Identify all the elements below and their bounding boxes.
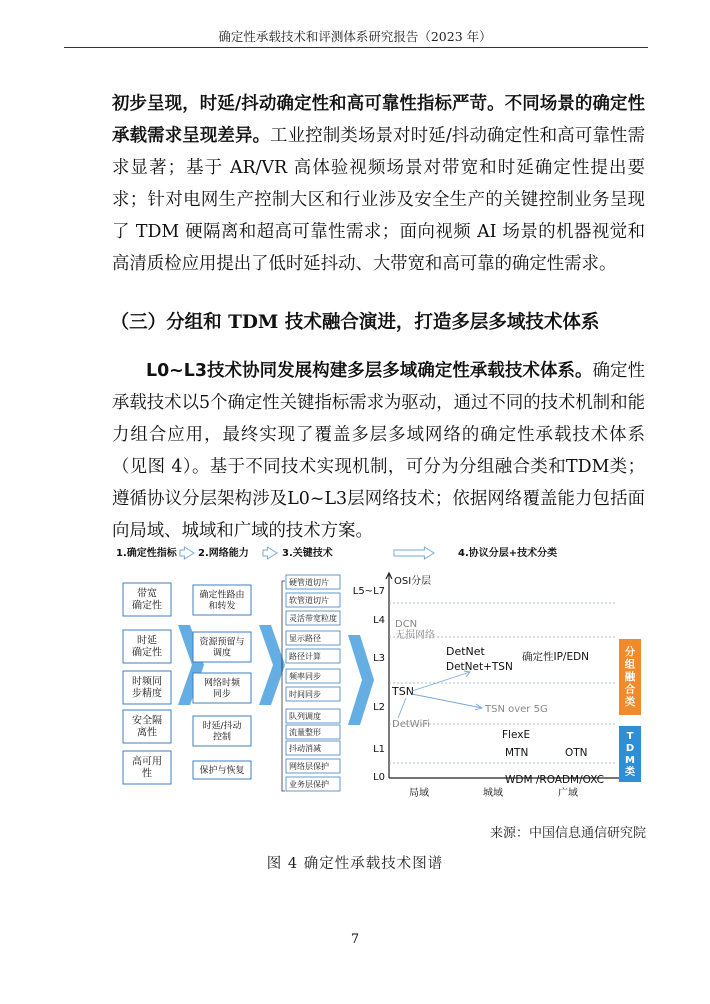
section-heading: （三）分组和 TDM 技术融合演进，打造多层多域技术体系	[110, 312, 600, 333]
technique-label: 流量整形	[289, 728, 321, 737]
tech-dcn: DCN	[395, 619, 418, 630]
technique-label: 网络层保护	[289, 762, 329, 771]
capability-label: 网络时频同步	[203, 678, 241, 699]
technique-label: 时间同步	[289, 690, 321, 699]
indicator-label: 时频同步精度	[132, 676, 162, 700]
page-number: 7	[350, 932, 360, 947]
paragraph-2	[112, 355, 645, 547]
paragraph-2-bold-lead: L0~L3技术协同发展构建多层多域确定性承载技术体系。	[146, 361, 593, 381]
paragraph-1-bold-lead: 初步呈现，时延/抖动确定性和高可靠性指标严苛。不同场景的确定性承载需求呈现差异。	[112, 94, 645, 146]
step-arrow-1	[180, 547, 194, 559]
layer-label: L1	[373, 744, 385, 755]
capability-label: 保护与恢复	[199, 765, 245, 776]
indicator-label: 带宽确定性	[132, 588, 162, 612]
tech-lossless: 无损网络	[395, 630, 435, 641]
step-arrow-3	[394, 547, 434, 559]
tsn-to-detnet-arrow	[412, 672, 470, 691]
paragraph-1	[112, 88, 645, 280]
domain-local: 局域	[409, 788, 429, 799]
tech-flexe: FlexE	[502, 729, 531, 741]
technique-label: 路径计算	[289, 652, 321, 661]
tsn-to-5g-arrow	[412, 694, 482, 708]
capability-label: 确定性路由和转发	[199, 590, 245, 611]
layer-label: L2	[373, 702, 385, 713]
technique-label: 硬管道切片	[289, 578, 329, 587]
step-arrow-2	[263, 547, 277, 559]
layer-label: L4	[373, 615, 385, 626]
tech-detnet: DetNet	[446, 645, 485, 658]
indicator-label: 时延确定性	[132, 635, 162, 659]
technique-label: 显示路径	[289, 634, 321, 643]
tech-map-figure	[112, 545, 647, 813]
tech-mtn: MTN	[505, 747, 529, 759]
tech-otn: OTN	[565, 747, 588, 759]
running-header: 确定性承载技术和评测体系研究报告（2023 年）	[218, 29, 492, 44]
capability-label: 时延/抖动控制	[202, 721, 242, 742]
header-rule	[64, 47, 648, 48]
tsn-to-wifi-arrow	[398, 698, 406, 718]
tech-tsn: TSN	[392, 685, 414, 698]
tech-detwifi: DetWiFi	[392, 719, 431, 730]
technique-label: 频率同步	[289, 672, 321, 681]
indicator-label: 高可用性	[132, 756, 162, 780]
technique-label: 队列调度	[289, 712, 321, 721]
tech-ip-edn: 确定性IP/EDN	[522, 651, 590, 663]
domain-wide: 广域	[558, 788, 578, 799]
step-header-1: 1.确定性指标	[116, 548, 177, 559]
tech-map-svg	[112, 545, 647, 813]
figure-caption: 图 4 确定性承载技术图谱	[266, 856, 444, 872]
technique-label: 软管道切片	[289, 596, 329, 605]
domain-metro: 城域	[483, 788, 503, 799]
tech-wdm: WDM /ROADM/OXC	[505, 774, 604, 786]
tech-tsn-5g: TSN over 5G	[485, 704, 548, 715]
figure-source: 来源：中国信息通信研究院	[489, 826, 646, 841]
packet-category-label: 分组融合类	[624, 646, 636, 708]
layer-label: L5~L7	[352, 586, 385, 597]
flow-chevron-3	[348, 635, 374, 725]
osi-label: OSI分层	[394, 576, 432, 587]
paragraph-1-body: 工业控制类场景对时延/抖动确定性和高可靠性需求显著；基于 AR/VR 高体验视频场景对带宽和时延确定性提出要求；针对电网生产控制大区和行业涉及安全生产的关键控制业务呈现了 TDM 硬隔离和超高可靠性需求；面向视频 AI 场景的机器视觉和高清质检应用提出了低时延抖动、大带宽和高可靠的确定性需求。	[112, 126, 645, 274]
step-header-2: 2.网络能力	[198, 548, 249, 559]
technique-label: 抖动消减	[289, 744, 321, 753]
technique-label: 业务层保护	[289, 780, 329, 789]
indicator-label: 安全隔离性	[132, 715, 162, 739]
capability-label: 资源预留与调度	[199, 637, 245, 658]
step-header-3: 3.关键技术	[282, 548, 333, 559]
paragraph-2-body: 确定性承载技术以5个确定性关键指标需求为驱动，通过不同的技术机制和能力组合应用，最终实现了覆盖多层多域网络的确定性承载技术体系（见图 4）。基于不同技术实现机制，可分为分组融合类和TDM类；遵循协议分层架构涉及L0~L3层网络技术；依据网络覆盖能力包括面向局域、城域和广域的技术方案。	[112, 361, 645, 541]
tech-detnet-tsn: DetNet+TSN	[446, 661, 513, 673]
step-header-4: 4.协议分层+技术分类	[458, 548, 558, 559]
tdm-category-label: T D M 类	[625, 731, 635, 778]
flow-chevron-2	[259, 625, 285, 705]
technique-label: 灵活带宽粒度	[289, 614, 337, 623]
layer-label: L0	[373, 772, 385, 783]
technique-bracket	[282, 581, 285, 791]
layer-label: L3	[373, 653, 385, 664]
